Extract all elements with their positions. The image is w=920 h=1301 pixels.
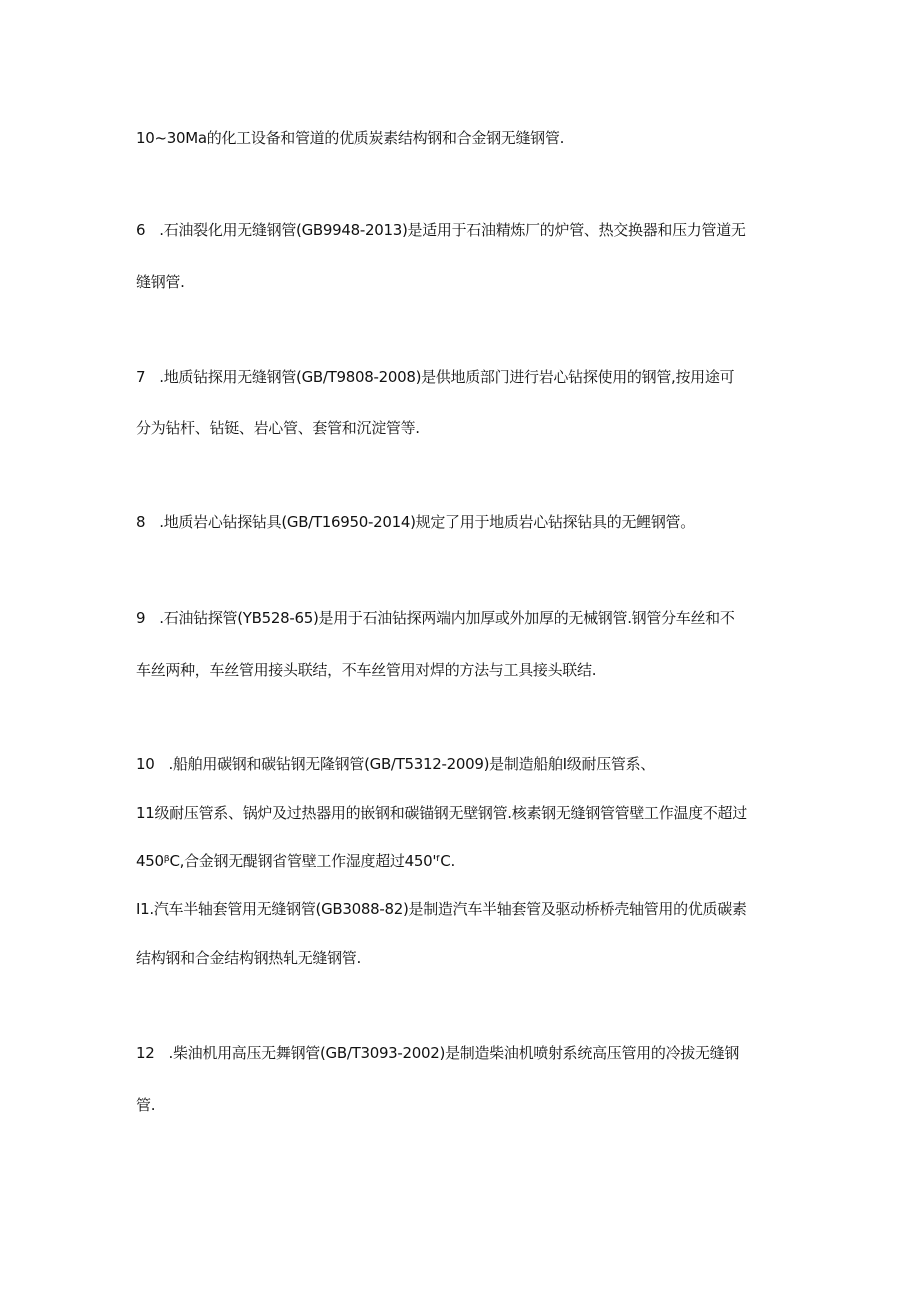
item-number: 12: [136, 1044, 155, 1062]
item-number: 9: [136, 609, 146, 627]
text-line: 管.: [136, 1096, 156, 1114]
item-dot: .: [159, 609, 164, 627]
item-text: 船舶用碳钢和碳钻钢无隆钢管(GB/T5312-2009)是制造船舶I级耐压管系、: [172, 755, 655, 773]
item-number: 10: [136, 755, 155, 773]
item-text: 石油钻探管(YB528-65)是用于石油钻探两端内加厚或外加厚的无械钢管.钢管分车丝和不: [163, 609, 735, 627]
item-dot: .: [159, 368, 164, 386]
text-line: I1.汽车半轴套管用无缝钢管(GB3088-82)是制造汽车半轴套管及驱动桥桥壳轴管用的优质碳素: [136, 900, 747, 918]
item-text: 石油裂化用无缝钢管(GB9948-2013)是适用于石油精炼厂的炉管、热交换器和压力管道无: [163, 221, 746, 239]
item-text: 柴油机用高压无舞钢管(GB/T3093-2002)是制造柴油机喷射系统高压管用的冷拔无缝钢: [172, 1044, 740, 1062]
text-line: 缝钢管.: [136, 273, 185, 291]
text-line: [136, 220, 746, 240]
text-line: 分为钻杆、钻铤、岩心管、套管和沉淀管等.: [136, 419, 420, 437]
text-line: 11级耐压管系、锅炉及过热器用的嵌钢和碳锚钢无壁钢管.核素钢无缝钢管管壁工作温度不超过: [136, 804, 747, 822]
item-dot: .: [168, 1044, 173, 1062]
text-line: [136, 608, 735, 628]
text-line: [136, 754, 655, 774]
text-line: 车丝两种，车丝管用接头联结，不车丝管用对焊的方法与工具接头联结.: [136, 661, 597, 679]
text-line: [136, 512, 695, 532]
item-number: 6: [136, 221, 146, 239]
item-dot: .: [159, 221, 164, 239]
text-line: 450ᵝC,合金钢无醍钢省管壁工作湿度超过450'ᶠC.: [136, 852, 455, 870]
item-dot: .: [168, 755, 173, 773]
item-number: 8: [136, 513, 146, 531]
text-line: 结构钢和合金结构钢热轧无缝钢管.: [136, 949, 361, 967]
text-line: 10~30Ma的化工设备和管道的优质炭素结构钢和合金钢无缝钢管.: [136, 129, 565, 147]
item-number: 7: [136, 368, 146, 386]
text-line: [136, 367, 734, 387]
item-text: 地质钻探用无缝钢管(GB/T9808-2008)是供地质部门进行岩心钻探使用的钢管,按用途可: [163, 368, 735, 386]
text-line: [136, 1043, 739, 1063]
item-dot: .: [159, 513, 164, 531]
item-text: 地质岩心钻探钻具(GB/T16950-2014)规定了用于地质岩心钻探钻具的无鲤钢管。: [163, 513, 695, 531]
